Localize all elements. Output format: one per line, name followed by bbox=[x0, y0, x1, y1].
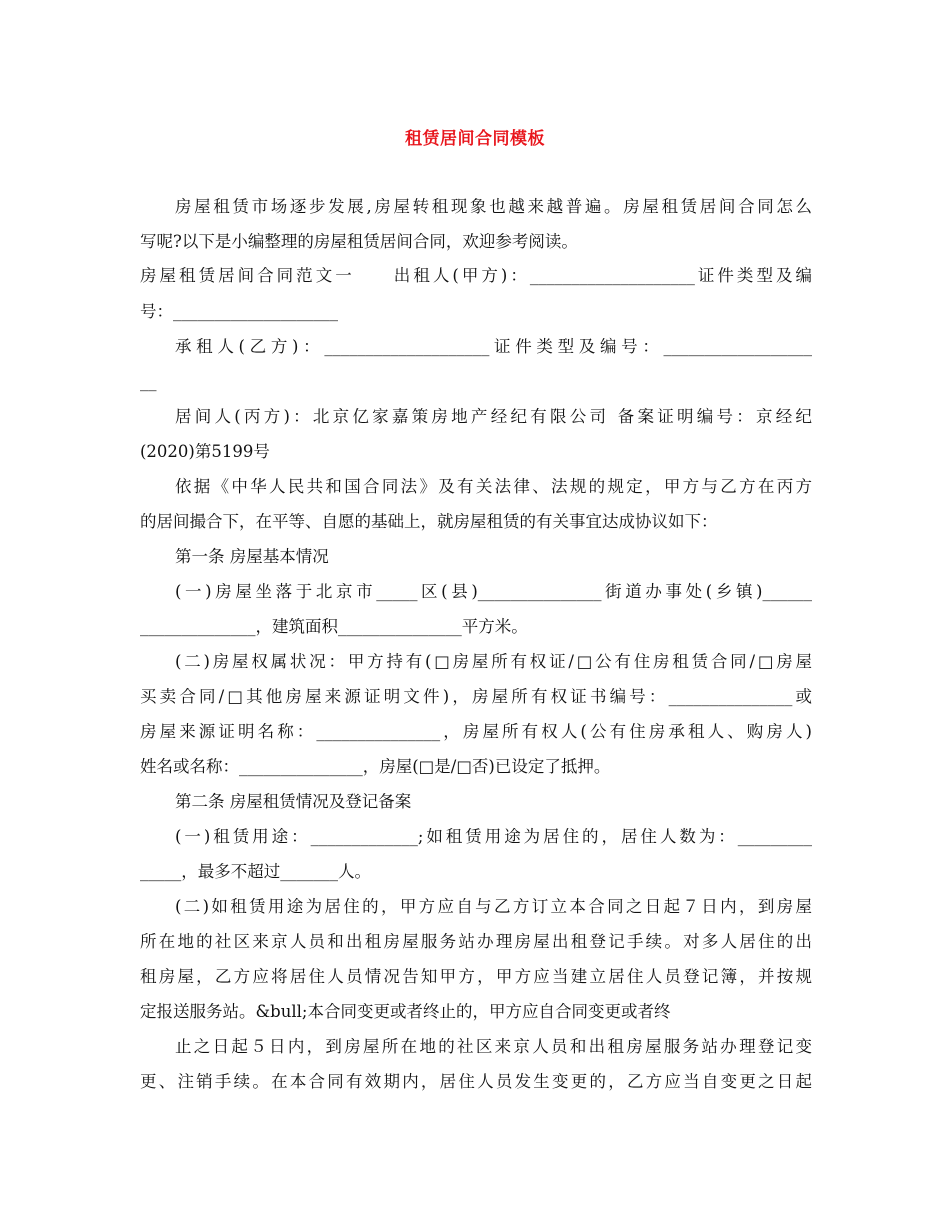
text-line: 所在地的社区来京人员和出租房屋服务站办理房屋出租登记手续。对多人居住的出 bbox=[140, 932, 812, 951]
text-line: (一)租赁用途：_____________;如租赁用途为居住的，居住人数为：_________ bbox=[175, 827, 812, 846]
text-line: 买卖合同/□其他房屋来源证明文件)，房屋所有权证书编号：_______________或 bbox=[140, 687, 812, 706]
text-line: (2020)第5199号 bbox=[140, 442, 270, 461]
text-line: 租房屋，乙方应将居住人员情况告知甲方，甲方应当建立居住人员登记簿，并按规 bbox=[140, 967, 812, 986]
text-line: 的居间撮合下，在平等、自愿的基础上，就房屋租赁的有关事宜达成协议如下： bbox=[140, 512, 718, 531]
document-title: 租赁居间合同模板 bbox=[405, 129, 545, 149]
text-line: (二)如租赁用途为居住的，甲方应自与乙方订立本合同之日起７日内，到房屋 bbox=[175, 897, 812, 916]
text-line: 承租人(乙方)：____________________证件类型及编号：__________________ bbox=[175, 337, 812, 356]
section-heading: 第一条 房屋基本情况 bbox=[175, 547, 329, 566]
text-line: 依据《中华人民共和国合同法》及有关法律、法规的规定，甲方与乙方在丙方 bbox=[175, 477, 812, 496]
text-line: 房屋租赁市场逐步发展,房屋转租现象也越来越普遍。房屋租赁居间合同怎么 bbox=[175, 197, 812, 216]
text-line: 更、注销手续。在本合同有效期内，居住人员发生变更的，乙方应当自变更之日起 bbox=[140, 1072, 812, 1091]
text-line: 写呢?以下是小编整理的房屋租赁居间合同，欢迎参考阅读。 bbox=[140, 232, 578, 251]
text-line: 号：____________________ bbox=[140, 302, 338, 321]
text-line: 房屋租赁居间合同范文一 出租人(甲方)：____________________证件类型及编 bbox=[140, 266, 812, 285]
text-line: (一)房屋坐落于北京市_____区(县)_______________街道办事处(乡镇)______ bbox=[175, 582, 812, 601]
text-line: 房屋来源证明名称：_______________，房屋所有权人(公有住房承租人、购房人) bbox=[140, 722, 812, 741]
text-line: 居间人(丙方)：北京亿家嘉策房地产经纪有限公司 备案证明编号：京经纪 bbox=[175, 407, 812, 426]
text-line: (二)房屋权属状况：甲方持有(□房屋所有权证/□公有住房租赁合同/□房屋 bbox=[175, 652, 812, 671]
text-line: 止之日起５日内，到房屋所在地的社区来京人员和出租房屋服务站办理登记变 bbox=[175, 1037, 812, 1056]
text-line: 姓名或名称：_______________，房屋(□是/□否)已设定了抵押。 bbox=[140, 757, 611, 776]
text-line: 定报送服务站。&bull;本合同变更或者终止的，甲方应自合同变更或者终 bbox=[140, 1002, 671, 1021]
text-line: __ bbox=[140, 372, 157, 391]
text-line: _____，最多不超过_______人。 bbox=[140, 862, 371, 881]
section-heading: 第二条 房屋租赁情况及登记备案 bbox=[175, 792, 412, 811]
text-line: ______________，建筑面积_______________平方米。 bbox=[140, 617, 528, 636]
